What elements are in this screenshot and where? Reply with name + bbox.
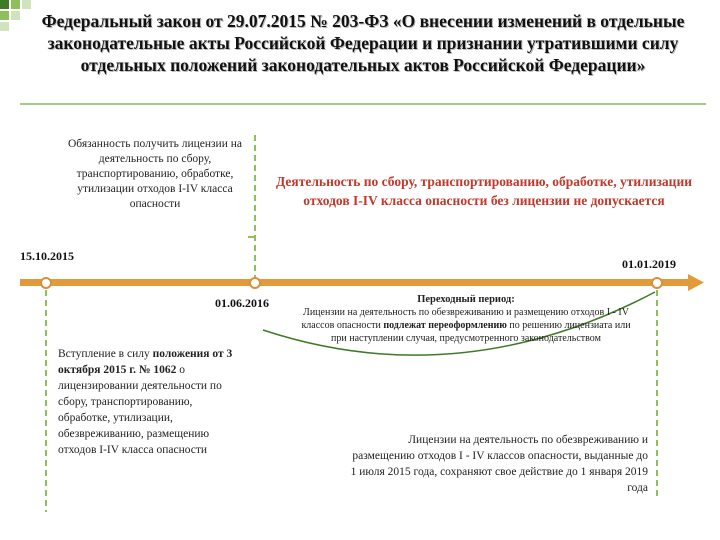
bottom-right-text: Лицензии на деятельность по обезвреживанию и размещению отходов I - IV классов опасности, выданные до 1 июля 2015 года, сохраняют свое действие до 1 января 2019 года: [350, 434, 648, 494]
left-block-bold: положения от 3 октября 2015 г. № 1062: [58, 348, 233, 376]
end-marker: [651, 277, 663, 289]
transition-title: Переходный период:: [417, 294, 515, 305]
transition-period: [296, 293, 636, 345]
date-mid: 01.06.2016: [215, 296, 269, 310]
left-block-prefix: Вступление в силу: [58, 348, 153, 360]
page-title: Федеральный закон от 29.07.2015 № 203-ФЗ «О внесении изменений в отдельные законодательные акты Российской Федерации и признании утратившими силу отдельных положений законодательных актов Российской Федерации»: [41, 11, 685, 75]
red-statement: Деятельность по сбору, транспортированию, обработке, утилизации отходов I-IV класса опасности без лицензии не допускается: [275, 174, 693, 208]
left-block-text: [58, 346, 233, 458]
left-block-suffix: о лицензировании деятельности по сбору, транспортированию, обработке, утилизации, обезвреживанию, размещению отходов I-IV класса опасности: [58, 364, 222, 456]
transition-text-a: Лицензии на деятельность по обезвреживанию и размещению отходов I - IV классов опасности: [301, 307, 629, 331]
transition-text-b: по решению лицензиата или при наступлении случая, предусмотренного законодательством: [331, 320, 631, 344]
timeline-bar: [20, 279, 688, 286]
date-start: 15.10.2015: [20, 249, 74, 263]
mid-marker: [249, 277, 261, 289]
transition-text-bold: подлежат переоформлению: [383, 320, 507, 331]
date-end: 01.01.2019: [622, 257, 676, 271]
start-marker: [40, 277, 52, 289]
timeline-arrowhead: [688, 274, 704, 291]
top-left-box-text: Обязанность получить лицензии на деятельность по сбору, транспортированию, обработке, утилизации отходов I-IV класса опасности: [67, 138, 243, 210]
